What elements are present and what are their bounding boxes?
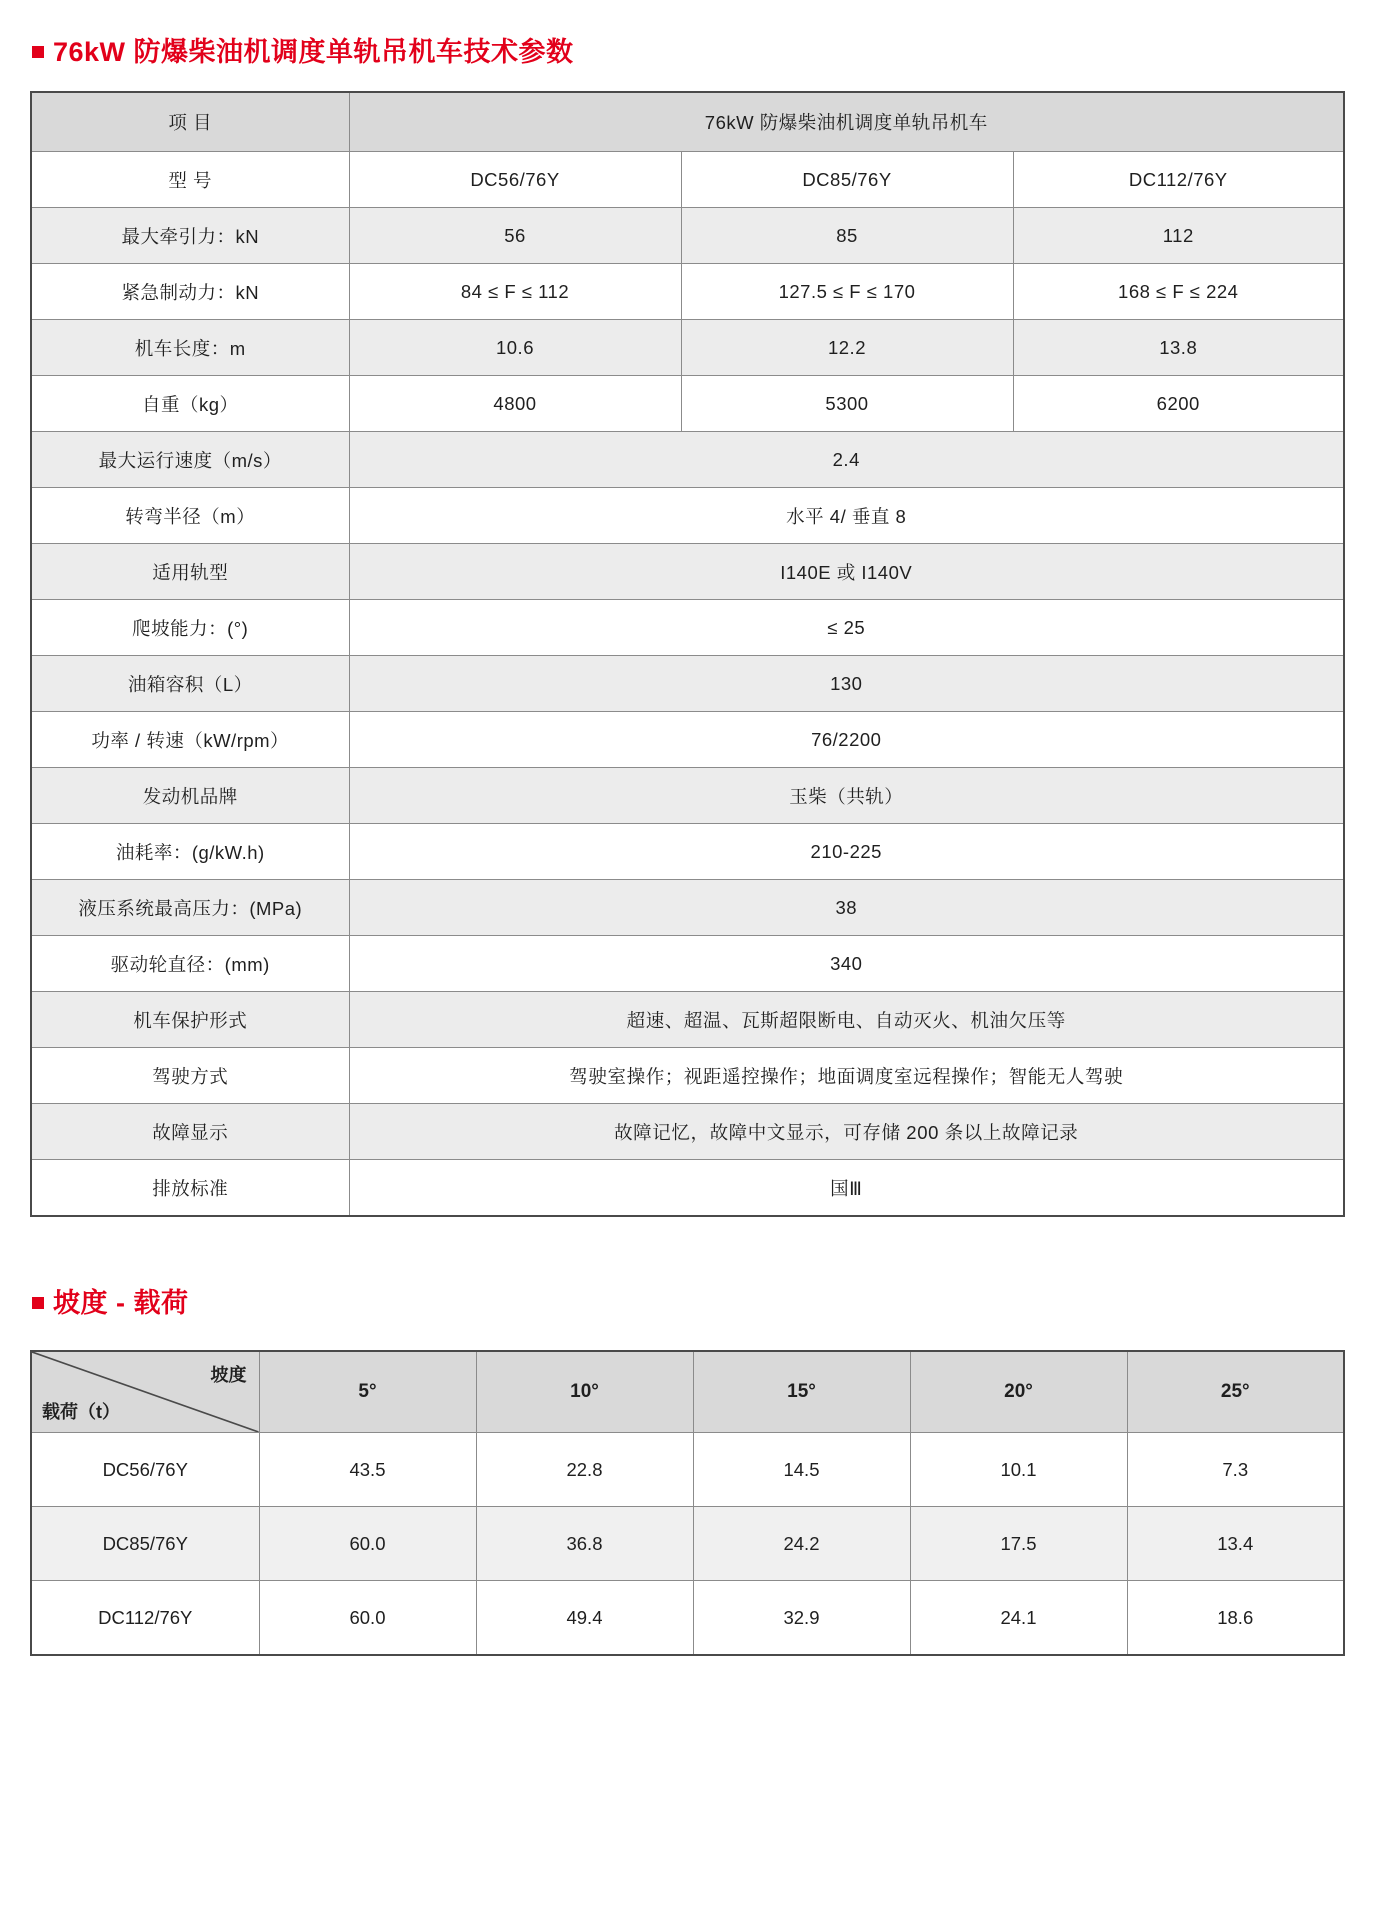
row-label: 最大牵引力：kN (31, 208, 349, 264)
row-value: 12.2 (681, 320, 1013, 376)
row-value: ≤ 25 (349, 600, 1344, 656)
row-value: 13.4 (1127, 1507, 1344, 1581)
row-value: 85 (681, 208, 1013, 264)
load-table-container (30, 1350, 1343, 1656)
table-row (31, 152, 1344, 208)
table-row (31, 1433, 1344, 1507)
row-value: 36.8 (476, 1507, 693, 1581)
load-table-corner-cell (31, 1351, 259, 1433)
row-value: 32.9 (693, 1581, 910, 1656)
spec-table-container (30, 91, 1343, 1217)
row-value: 24.1 (910, 1581, 1127, 1656)
section-title-load (32, 1281, 1343, 1320)
row-label: 驾驶方式 (31, 1048, 349, 1104)
column-header: 20° (910, 1351, 1127, 1433)
row-label: 型 号 (31, 152, 349, 208)
row-value: 4800 (349, 376, 681, 432)
table-row (31, 208, 1344, 264)
square-bullet-icon (32, 1297, 44, 1309)
table-row (31, 1581, 1344, 1656)
row-value: 7.3 (1127, 1433, 1344, 1507)
row-label: 排放标准 (31, 1160, 349, 1217)
row-value: 14.5 (693, 1433, 910, 1507)
row-value: 10.6 (349, 320, 681, 376)
table-row (31, 1507, 1344, 1581)
table-row (31, 432, 1344, 488)
row-value: 2.4 (349, 432, 1344, 488)
row-value: 18.6 (1127, 1581, 1344, 1656)
square-bullet-icon (32, 46, 44, 58)
row-value: 17.5 (910, 1507, 1127, 1581)
table-row (31, 1104, 1344, 1160)
row-value: 60.0 (259, 1507, 476, 1581)
section-title-specs (32, 30, 1343, 69)
table-row (31, 376, 1344, 432)
column-header: 15° (693, 1351, 910, 1433)
row-value: 49.4 (476, 1581, 693, 1656)
table-row (31, 992, 1344, 1048)
row-label: 油箱容积（L） (31, 656, 349, 712)
row-value: 22.8 (476, 1433, 693, 1507)
row-value: 76/2200 (349, 712, 1344, 768)
spec-header-item: 项 目 (31, 92, 349, 152)
row-value: 玉柴（共轨） (349, 768, 1344, 824)
row-label: 故障显示 (31, 1104, 349, 1160)
table-row (31, 544, 1344, 600)
table-row (31, 712, 1344, 768)
row-label: 功率 / 转速（kW/rpm） (31, 712, 349, 768)
table-row (31, 936, 1344, 992)
row-value: 127.5 ≤ F ≤ 170 (681, 264, 1013, 320)
column-header: 5° (259, 1351, 476, 1433)
row-label: 机车长度：m (31, 320, 349, 376)
section-spacer (30, 1217, 1343, 1281)
row-value: 24.2 (693, 1507, 910, 1581)
spec-header-product: 76kW 防爆柴油机调度单轨吊机车 (349, 92, 1344, 152)
section-title-specs-text: 76kW 防爆柴油机调度单轨吊机车技术参数 (53, 37, 574, 67)
row-value: 60.0 (259, 1581, 476, 1656)
row-value: 130 (349, 656, 1344, 712)
column-header: 25° (1127, 1351, 1344, 1433)
row-label: DC56/76Y (31, 1433, 259, 1507)
row-label: 适用轨型 (31, 544, 349, 600)
row-value: DC85/76Y (681, 152, 1013, 208)
row-label: 转弯半径（m） (31, 488, 349, 544)
row-value: 5300 (681, 376, 1013, 432)
table-row (31, 1048, 1344, 1104)
row-value: 驾驶室操作；视距遥控操作；地面调度室远程操作；智能无人驾驶 (349, 1048, 1344, 1104)
row-label: DC112/76Y (31, 1581, 259, 1656)
table-row (31, 768, 1344, 824)
row-value: 210-225 (349, 824, 1344, 880)
row-value: 6200 (1013, 376, 1344, 432)
table-row (31, 880, 1344, 936)
row-label: DC85/76Y (31, 1507, 259, 1581)
row-label: 发动机品牌 (31, 768, 349, 824)
row-value: I140E 或 I140V (349, 544, 1344, 600)
column-header: 10° (476, 1351, 693, 1433)
table-row (31, 264, 1344, 320)
row-value: DC112/76Y (1013, 152, 1344, 208)
row-label: 最大运行速度（m/s） (31, 432, 349, 488)
row-value: 56 (349, 208, 681, 264)
table-row (31, 600, 1344, 656)
row-value: 38 (349, 880, 1344, 936)
row-value: 10.1 (910, 1433, 1127, 1507)
row-value: DC56/76Y (349, 152, 681, 208)
row-label: 机车保护形式 (31, 992, 349, 1048)
table-row (31, 1160, 1344, 1217)
row-value: 水平 4/ 垂直 8 (349, 488, 1344, 544)
row-label: 爬坡能力：(°) (31, 600, 349, 656)
table-row (31, 320, 1344, 376)
row-label: 驱动轮直径：(mm) (31, 936, 349, 992)
table-row-header (31, 92, 1344, 152)
row-value: 84 ≤ F ≤ 112 (349, 264, 681, 320)
table-row (31, 488, 1344, 544)
corner-label-gradient: 坡度 (210, 1365, 247, 1385)
row-value: 超速、超温、瓦斯超限断电、自动灭火、机油欠压等 (349, 992, 1344, 1048)
row-value: 43.5 (259, 1433, 476, 1507)
row-value: 国Ⅲ (349, 1160, 1344, 1217)
row-value: 168 ≤ F ≤ 224 (1013, 264, 1344, 320)
load-table (30, 1350, 1345, 1656)
row-label: 油耗率：(g/kW.h) (31, 824, 349, 880)
section-title-load-text: 坡度 - 载荷 (53, 1288, 189, 1318)
row-value: 故障记忆，故障中文显示，可存储 200 条以上故障记录 (349, 1104, 1344, 1160)
row-label: 自重（kg） (31, 376, 349, 432)
row-value: 340 (349, 936, 1344, 992)
row-value: 112 (1013, 208, 1344, 264)
table-row-header (31, 1351, 1344, 1433)
corner-label-load: 载荷（t） (42, 1402, 120, 1422)
spec-table (30, 91, 1345, 1217)
row-value: 13.8 (1013, 320, 1344, 376)
table-row (31, 824, 1344, 880)
row-label: 液压系统最高压力：(MPa) (31, 880, 349, 936)
row-label: 紧急制动力：kN (31, 264, 349, 320)
table-row (31, 656, 1344, 712)
